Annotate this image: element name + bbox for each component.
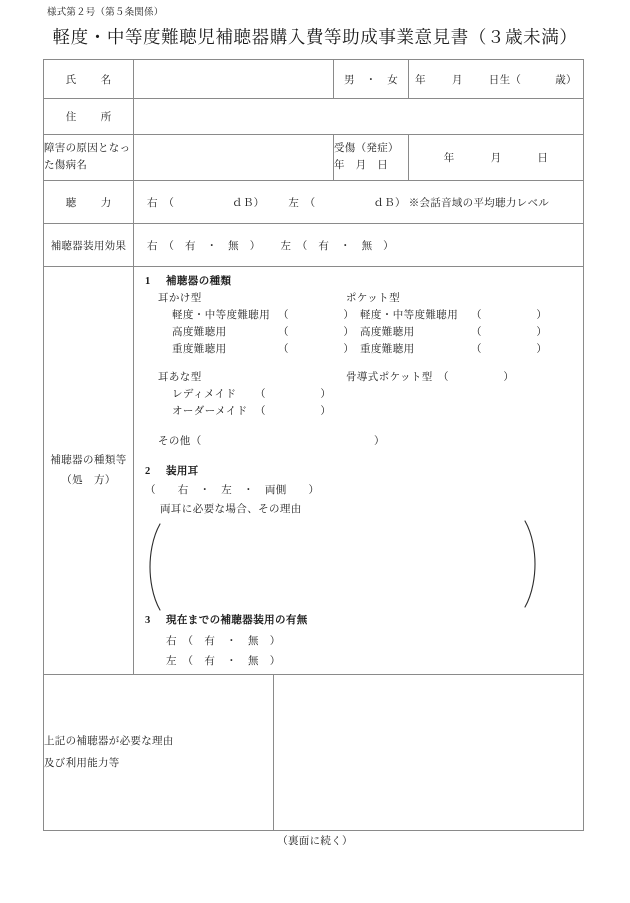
in-ear-group-label: 耳あな型: [158, 372, 202, 383]
section2-number: 2: [145, 466, 151, 477]
reason-label: [44, 675, 274, 831]
pocket-item-2-label: 重度難聴用: [360, 344, 415, 355]
section3-left[interactable]: 左 （ 有 ・ 無 ）: [166, 656, 281, 667]
behind-ear-item-2-field[interactable]: （ ）: [278, 344, 355, 355]
behind-ear-item-0-field[interactable]: （ ）: [278, 310, 355, 321]
hearing-left-label: 左 （: [288, 197, 316, 209]
other-type-label: その他（: [158, 436, 202, 447]
cause-input-cell[interactable]: [134, 135, 334, 181]
effect-line: [134, 238, 583, 253]
section3-heading: 現在までの補聴器装用の有無: [166, 615, 308, 626]
section3-right[interactable]: 右 （ 有 ・ 無 ）: [166, 636, 281, 647]
effect-values-cell[interactable]: [134, 224, 584, 267]
birth-day-label: 日生（: [488, 74, 522, 86]
pocket-item-2-field[interactable]: （ ）: [471, 344, 548, 355]
onset-label-line2: 年 月 日: [334, 159, 388, 171]
form-number: 様式第２号（第５条関係）: [47, 8, 164, 18]
section1-heading: 補聴器の種類: [166, 276, 232, 287]
onset-label: [334, 135, 409, 181]
opinion-form-table: [43, 59, 584, 831]
reason-label-line1: 上記の補聴器が必要な理由: [44, 735, 174, 747]
section2-choices[interactable]: （ 右 ・ 左 ・ 両側 ）: [145, 485, 320, 496]
cause-label: [44, 135, 134, 181]
other-type-close[interactable]: ）: [374, 436, 385, 447]
table-row-cause: [44, 135, 584, 181]
gender-label: 男 ・ 女: [344, 74, 398, 86]
hearing-values-cell[interactable]: [134, 181, 584, 224]
behind-ear-group-label: 耳かけ型: [158, 293, 202, 304]
page-title: 軽度・中等度難聴児補聴器購入費等助成事業意見書（３歳未満）: [52, 27, 578, 47]
reason-bracket-close: [522, 519, 538, 609]
table-row-effect: [44, 224, 584, 267]
bone-conduction-label: 骨導式ポケット型: [346, 372, 433, 383]
section2-heading: 装用耳: [166, 466, 199, 477]
section3-number: 3: [145, 615, 151, 626]
table-row-reason: [44, 675, 584, 831]
pocket-item-1-field[interactable]: （ ）: [471, 327, 548, 338]
table-row-hearing: [44, 181, 584, 224]
bone-conduction-field[interactable]: （ ）: [438, 372, 515, 383]
prescription-label-line2: （処 方）: [61, 474, 116, 486]
footer-note: （裏面に続く）: [277, 836, 353, 847]
hearing-line: [134, 195, 583, 210]
address-label: 住 所: [44, 99, 134, 135]
cause-label-line1: 障害の原因となっ: [44, 143, 131, 155]
pocket-item-1-label: 高度難聴用: [360, 327, 415, 338]
in-ear-item-1-field[interactable]: （ ）: [255, 406, 332, 417]
birthdate-line: [409, 72, 583, 87]
birth-year-label: 年: [415, 74, 426, 86]
reason-input-cell[interactable]: [274, 675, 584, 831]
behind-ear-item-1-label: 高度難聴用: [172, 327, 227, 338]
reason-label-line2: 及び利用能力等: [44, 757, 120, 769]
hearing-label: 聴 力: [44, 181, 134, 224]
prescription-content: [134, 267, 583, 674]
in-ear-item-0-field[interactable]: （ ）: [255, 389, 332, 400]
pocket-group-label: ポケット型: [346, 293, 400, 304]
effect-left: 左 （ 有 ・ 無 ）: [280, 240, 394, 252]
behind-ear-item-2-label: 重度難聴用: [172, 344, 227, 355]
onset-day-label: 日: [537, 153, 549, 164]
birth-age-label: 歳）: [555, 74, 577, 86]
hearing-right-label: 右 （: [147, 197, 175, 209]
effect-right: 右 （ 有 ・ 無 ）: [147, 240, 261, 252]
reason-bracket-open: [147, 522, 163, 612]
gender-cell[interactable]: [334, 60, 409, 99]
name-label: 氏 名: [44, 60, 134, 99]
cause-label-line2: た傷病名: [44, 159, 88, 171]
prescription-label-line1: 補聴器の種類等: [50, 454, 127, 466]
pocket-item-0-field[interactable]: （ ）: [471, 310, 548, 321]
section1-number: 1: [145, 276, 151, 287]
onset-date-line: [409, 150, 583, 165]
pocket-item-0-label: 軽度・中等度難聴用: [360, 310, 459, 321]
prescription-label: [44, 267, 134, 675]
section2-reason-prompt: 両耳に必要な場合、その理由: [160, 504, 302, 515]
birthdate-cell[interactable]: [409, 60, 584, 99]
name-input-cell[interactable]: [134, 60, 334, 99]
effect-label: 補聴器装用効果: [44, 224, 134, 267]
address-input-cell[interactable]: [134, 99, 584, 135]
table-row-address: [44, 99, 584, 135]
prescription-body-cell[interactable]: [134, 267, 584, 675]
onset-year-label: 年: [443, 153, 455, 164]
hearing-left-unit: ｄＢ）: [373, 197, 406, 209]
birth-month-label: 月: [451, 74, 463, 86]
hearing-note: ※会話音域の平均聴力レベル: [408, 197, 550, 209]
behind-ear-item-0-label: 軽度・中等度難聴用: [172, 310, 271, 321]
hearing-right-unit: ｄＢ）: [232, 197, 265, 209]
onset-date-cell[interactable]: [409, 135, 584, 181]
table-row-prescription: [44, 267, 584, 675]
table-row-name: [44, 60, 584, 99]
behind-ear-item-1-field[interactable]: （ ）: [278, 327, 355, 338]
in-ear-item-1-label: オーダーメイド: [172, 406, 248, 417]
in-ear-item-0-label: レディメイド: [172, 389, 237, 400]
onset-month-label: 月: [490, 153, 502, 164]
onset-label-line1: 受傷（発症）: [334, 143, 399, 155]
